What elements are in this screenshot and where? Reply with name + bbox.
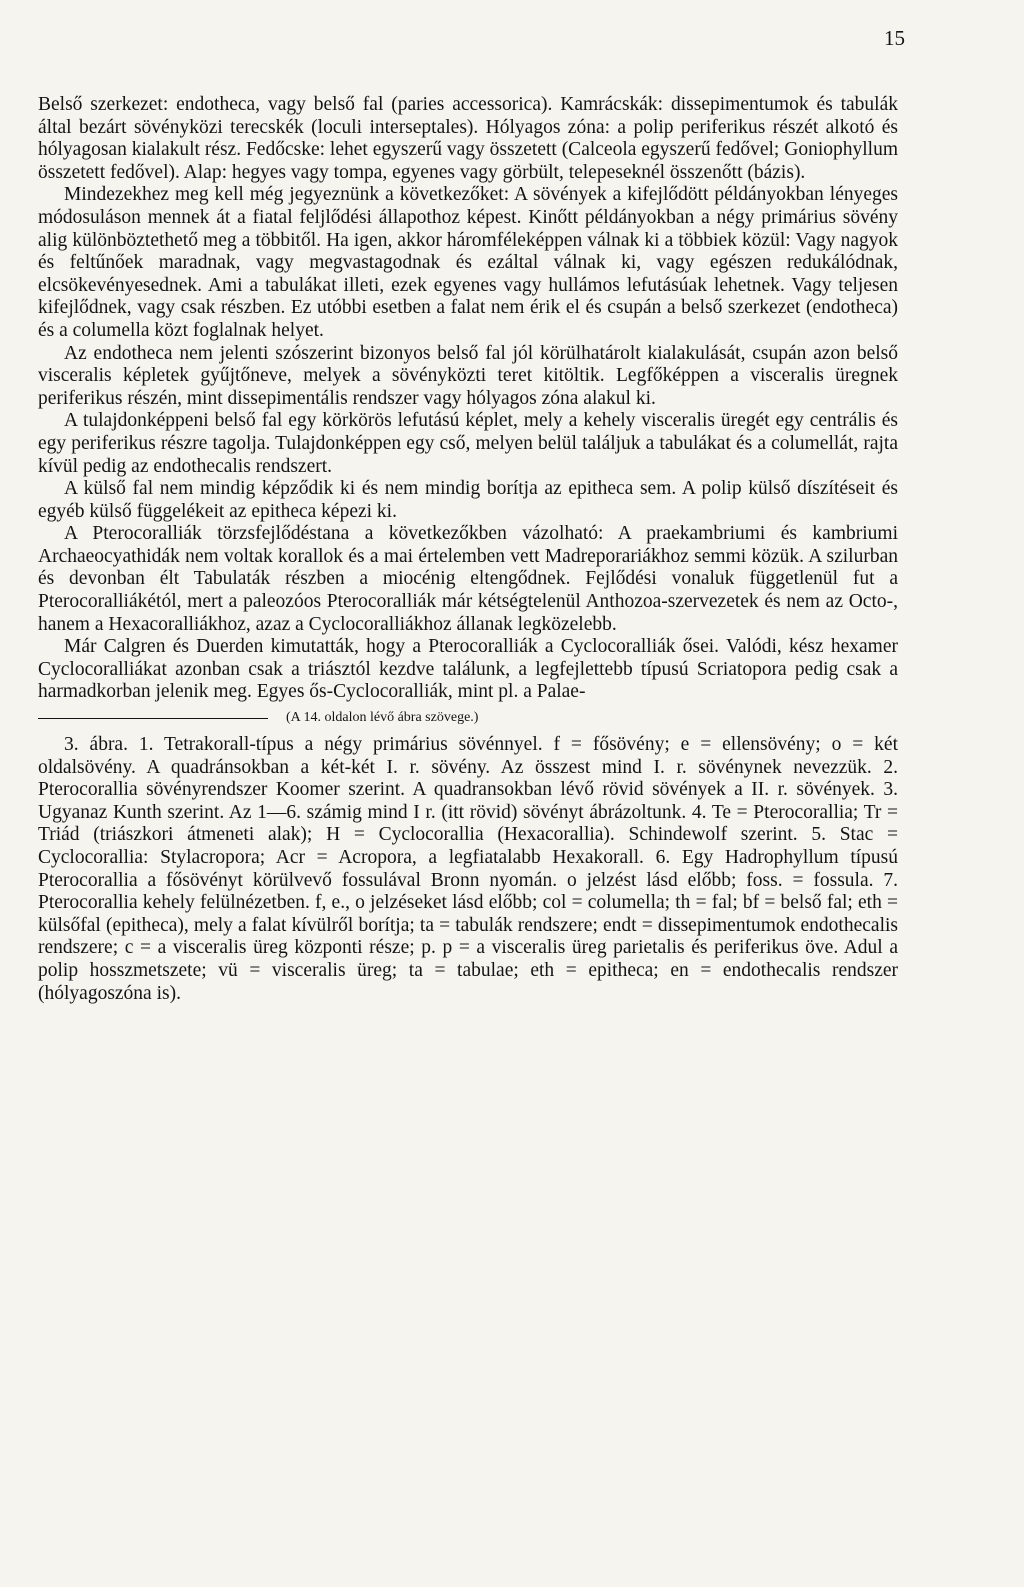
paragraph-phylogeny: A Pterocoralliák törzsfejlődéstana a következőkben vázolható: A praekambriumi és kambriumi Archaeocyathidák nem voltak korallok és a mai értelemben vett Madreporariákhoz semmi közük. A szilurban és devonban élt Tabulaták részben a miocénig eltengődnek. Fejlődési vonaluk függetlenül fut a Pterocoralliákétól, mert a paleozóos Pterocoralliák már kétségtelenül Anthozoa-szervezetek és nem az Octo-, hanem a Hexacoralliákhoz, azaz a Cyclocoralliákhoz állanak legközelebb. [38, 523, 898, 635]
page-number: 15 [884, 26, 905, 50]
caption-reference: (A 14. oldalon lévő ábra szövege.) [286, 710, 479, 726]
figure-caption: 3. ábra. 1. Tetrakorall-típus a négy primárius sövénnyel. f = fősövény; e = ellensövény; o = két oldalsövény. A quadránsokban a két-két I. r. sövény. Az összest mind I. r. sövénynek nevezzük. 2. Pterocorallia sövényrendszer Koomer szerint. A quadransokban lévő rövid sövények a II. r. sövények. 3. Ugyanaz Kunth szerint. Az 1—6. számig mind I r. (itt rövid) sövényt ábrázoltunk. 4. Te = Pterocorallia; Tr = Triád (triászkori átmeneti alak); H = Cyclocorallia (Hexacorallia). Schindewolf szerint. 5. Stac = Cyclocorallia: Stylacropora; Acr = Acropora, a legfiatalabb Hexakorall. 6. Egy Hadrophyllum típusú Pterocorallia a fősövényt körülvevő fossulával Bronn nyomán. o jelzést lásd előbb; foss. = fossula. 7. Pterocorallia kehely felülnézetben. f, e., o jelzéseket lásd előbb; col = columella; th = fal; bf = belső fal; eth = külsőfal (epitheca), mely a falat kívülről borítja; ta = tabulák rendszere; endt = dissepimentumok endothecalis rendszere; c = a visceralis üreg központi része; p. p = a visceralis üreg parietalis és periferikus öve. Adul a polip hosszmetszete; vü = visceralis üreg; ta = tabulae; eth = epitheca; en = endothecalis rendszer (hólyagoszóna is). [38, 734, 898, 1004]
paragraph-cyclocorallia: Már Calgren és Duerden kimutatták, hogy a Pterocoralliák a Cyclocoralliák ősei. Valódi, kész hexamer Cyclocoralliákat azonban csak a triásztól kezdve találunk, a legfejlettebb típusú Scriatopora pedig csak a harmadkorban jelenik meg. Egyes ős-Cyclocoralliák, mint pl. a Palae- [38, 636, 898, 703]
paragraph-endotheca: Az endotheca nem jelenti szószerint bizonyos belső fal jól körülhatárolt kialakulását, csupán azon belső visceralis képletek gyűjtőneve, melyek a sövényközti teret kitöltik. Legfőképpen a visceralis üregnek periferikus részén, mint dissepimentális rendszer vagy hólyagos zóna alakul ki. [38, 342, 898, 409]
paragraph-outer-wall: A külső fal nem mindig képződik ki és nem mindig borítja az epitheca sem. A polip külső díszítéseit és egyéb külső függelékeit az epitheca képezi ki. [38, 478, 898, 522]
paragraph-septa-modification: Mindezekhez meg kell még jegyeznünk a következőket: A sövények a kifejlődött példányokban lényeges módosuláson mennek át a fiatal feljlődési állapothoz képest. Kinőtt példányokban a négy primárius sövény alig különböztethető meg a többitől. Ha igen, akkor háromféleképpen válnak ki a többiek közül: Vagy nagyok és feltűnőek maradnak, vagy megvastagodnak és ezáltal válnak ki, vagy egészen redukálódnak, elcsökevényesednek. Ami a tabulákat illeti, ezek egyenes vagy hullámos lefutásúak lehetnek. Vagy teljesen kifejlődnek, vagy csak részben. Ez utóbbi esetben a falat nem érik el és csupán a belső szerkezet (endotheca) és a columella közt foglalnak helyet. [38, 184, 898, 341]
paragraph-internal-structure: Belső szerkezet: endotheca, vagy belső fal (paries accessorica). Kamrácskák: dissepimentumok és tabulák által bezárt sövényközi terecskék (loculi interseptales). Hólyagos zóna: a polip periferikus részét alkotó és hólyagosan kialakult rész. Fedőcske: lehet egyszerű vagy összetett (Calceola egyszerű fedővel; Goniophyllum összetett fedővel). Alap: hegyes vagy tompa, egyenes vagy görbült, telepeseknél összenőtt (bázis). [38, 94, 898, 183]
paragraph-inner-wall: A tulajdonképpeni belső fal egy körkörös lefutású képlet, mely a kehely visceralis üregét egy centrális és egy periferikus részre tagolja. Tulajdonképpen egy cső, melyen belül találjuk a tabulákat és a columellát, rajta kívül pedig az endothecalis rendszert. [38, 410, 898, 477]
separator-rule [38, 718, 268, 719]
caption-separator [38, 710, 898, 726]
body-text [38, 94, 898, 1005]
